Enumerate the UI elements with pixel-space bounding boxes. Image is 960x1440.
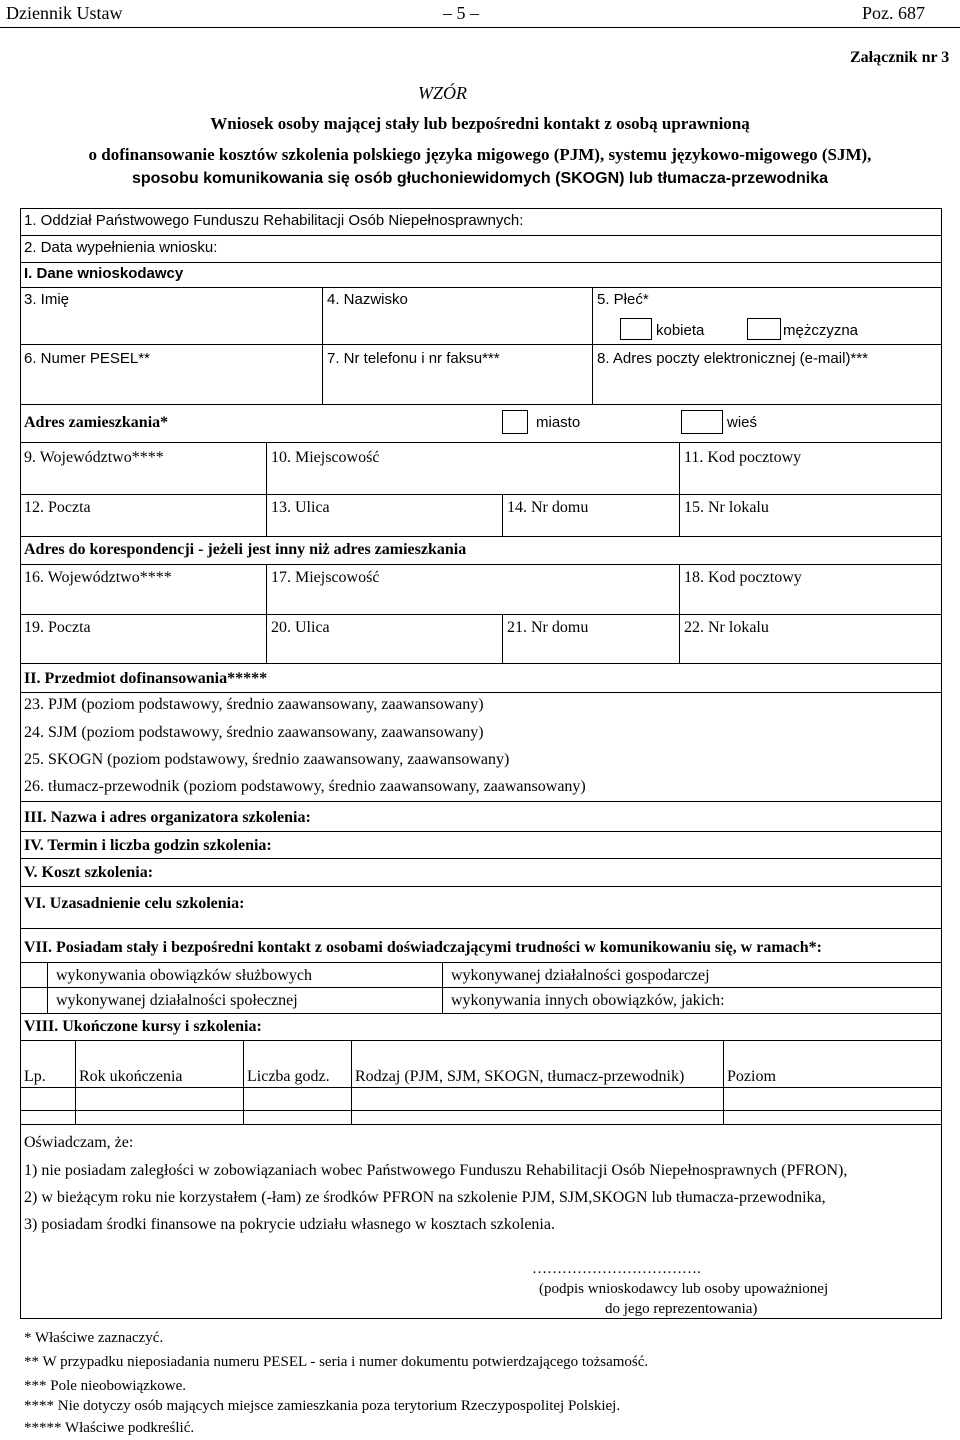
col-line (47, 962, 48, 1013)
field-8-label[interactable]: 8. Adres poczty elektronicznej (e-mail)*** (597, 350, 868, 367)
field-16-label[interactable]: 16. Województwo**** (24, 569, 172, 586)
field-6-label[interactable]: 6. Numer PESEL** (24, 350, 150, 367)
field-25-label[interactable]: 25. SKOGN (poziom podstawowy, średnio zaawansowany, zaawansowany) (24, 751, 510, 768)
field-26-label[interactable]: 26. tłumacz-przewodnik (poziom podstawowy, średnio zaawansowany, zaawansowany) (24, 778, 586, 795)
field-17-label[interactable]: 17. Miejscowość (271, 569, 380, 586)
th-lp: Lp. (24, 1068, 46, 1085)
row-line (20, 1040, 942, 1041)
section-vii-heading: VII. Posiadam stały i bezpośredni kontakt z osobami doświadczającymi trudności w komunikowaniu się, w ramach*: (24, 939, 822, 956)
th-rok: Rok ukończenia (79, 1068, 183, 1085)
section-ii-heading: II. Przedmiot dofinansowania***** (24, 670, 268, 687)
row-line (20, 536, 942, 537)
form-title-line-2: o dofinansowanie kosztów szkolenia polskiego języka migowego (PJM), systemu językowo-migowego (SJM), (88, 145, 872, 164)
row-line (20, 1124, 942, 1125)
row-line (20, 928, 942, 929)
miasto-label: miasto (536, 414, 581, 431)
section-v-heading[interactable]: V. Koszt szkolenia: (24, 864, 154, 881)
journal-title: Dziennik Ustaw (6, 3, 123, 23)
row-line (20, 442, 942, 443)
signature-caption-2: do jego reprezentowania) (605, 1301, 758, 1317)
col-line (266, 442, 267, 536)
field-21-label[interactable]: 21. Nr domu (507, 619, 589, 636)
signature-caption-1: (podpis wnioskodawcy lub osoby upoważnionej (539, 1281, 829, 1297)
col-line (502, 614, 503, 663)
option-inne[interactable]: wykonywania innych obowiązków, jakich: (451, 992, 725, 1009)
option-sluzbowe[interactable]: wykonywania obowiązków służbowych (56, 967, 312, 984)
field-12-label[interactable]: 12. Poczta (24, 499, 91, 516)
footnote-4: **** Nie dotyczy osób mających miejsce zamieszkania poza terytorium Rzeczypospolitej Polskiej. (24, 1398, 621, 1414)
form-border-top (20, 208, 942, 209)
footnote-5: ***** Właściwe podkreślić. (24, 1420, 195, 1436)
statement-2: 2) w bieżącym roku nie korzystałem (-łam) ze środków PFRON na szkolenie PJM, SJM,SKOGN lub tłumacza-przewodnika, (24, 1189, 826, 1206)
field-24-label[interactable]: 24. SJM (poziom podstawowy, średnio zaawansowany, zaawansowany) (24, 724, 484, 741)
th-poziom: Poziom (727, 1068, 776, 1085)
col-line (442, 962, 443, 1013)
field-22-label[interactable]: 22. Nr lokalu (684, 619, 769, 636)
option-spoleczna[interactable]: wykonywanej działalności społecznej (56, 992, 298, 1009)
section-i-heading: I. Dane wnioskodawcy (24, 265, 184, 282)
adres-zamieszkania-heading: Adres zamieszkania* (24, 414, 169, 431)
field-5-label: 5. Płeć* (597, 291, 649, 308)
field-1-label[interactable]: 1. Oddział Państwowego Funduszu Rehabilitacji Osób Niepełnosprawnych: (24, 212, 524, 229)
row-line (20, 564, 942, 565)
field-18-label[interactable]: 18. Kod pocztowy (684, 569, 802, 586)
row-line (20, 858, 942, 859)
col-line (243, 1040, 244, 1124)
row-line (20, 692, 942, 693)
col-line (266, 564, 267, 663)
col-line (322, 287, 323, 404)
row-line (20, 801, 942, 802)
section-vi-heading[interactable]: VI. Uzasadnienie celu szkolenia: (24, 895, 245, 912)
checkbox-mezczyzna[interactable] (747, 318, 781, 340)
row-line (20, 262, 942, 263)
wies-label: wieś (727, 414, 758, 431)
form-title-line-1: Wniosek osoby mającej stały lub bezpośredni kontakt z osobą uprawnioną (210, 114, 750, 133)
row-line (20, 962, 942, 963)
row-line (20, 235, 942, 236)
statement-1: 1) nie posiadam zaległości w zobowiązaniach wobec Państwowego Funduszu Rehabilitacji Osób Niepełnosprawnych (PFRON), (24, 1162, 848, 1179)
row-line (20, 1013, 942, 1014)
row-line (20, 1087, 942, 1088)
checkbox-wies[interactable] (681, 410, 723, 434)
row-line (20, 344, 942, 345)
checkbox-kobieta[interactable] (620, 318, 652, 340)
field-13-label[interactable]: 13. Ulica (271, 499, 330, 516)
field-20-label[interactable]: 20. Ulica (271, 619, 330, 636)
col-line (592, 287, 593, 404)
field-11-label[interactable]: 11. Kod pocztowy (684, 449, 802, 466)
page-number: – 5 – (443, 3, 479, 23)
col-line (723, 1040, 724, 1124)
position-number: Poz. 687 (862, 3, 925, 23)
section-viii-heading: VIII. Ukończone kursy i szkolenia: (24, 1018, 262, 1035)
col-line (75, 1040, 76, 1124)
field-9-label[interactable]: 9. Województwo**** (24, 449, 164, 466)
signature-line[interactable]: ……………………………. (532, 1261, 701, 1277)
col-line (502, 494, 503, 536)
field-14-label[interactable]: 14. Nr domu (507, 499, 589, 516)
row-line (20, 663, 942, 664)
footnote-2: ** W przypadku nieposiadania numeru PESEL - seria i numer dokumentu potwierdzającego tożsamość. (24, 1354, 649, 1370)
header-rule (0, 27, 960, 28)
row-line (20, 287, 942, 288)
field-3-label[interactable]: 3. Imię (24, 291, 70, 308)
field-2-label[interactable]: 2. Data wypełnienia wniosku: (24, 239, 218, 256)
th-liczba-godz: Liczba godz. (247, 1068, 330, 1085)
form-border-right (941, 208, 942, 1318)
row-line (20, 494, 942, 495)
row-line (20, 831, 942, 832)
annex-label: Załącznik nr 3 (850, 49, 950, 66)
col-line (679, 564, 680, 663)
footnote-3: *** Pole nieobowiązkowe. (24, 1378, 187, 1394)
kobieta-label: kobieta (656, 322, 705, 339)
section-iii-heading[interactable]: III. Nazwa i adres organizatora szkolenia: (24, 809, 311, 826)
form-border-bottom (20, 1318, 942, 1319)
statement-3: 3) posiadam środki finansowe na pokrycie udziału własnego w kosztach szkolenia. (24, 1216, 555, 1233)
option-gospodarcza[interactable]: wykonywanej działalności gospodarczej (451, 967, 710, 984)
form-border-left (20, 208, 21, 1318)
oswiadczam-heading: Oświadczam, że: (24, 1134, 134, 1151)
checkbox-miasto[interactable] (502, 410, 528, 434)
row-line (20, 614, 942, 615)
korespondencja-heading: Adres do korespondencji - jeżeli jest inny niż adres zamieszkania (24, 541, 467, 558)
row-line (20, 404, 942, 405)
footnote-1: * Właściwe zaznaczyć. (24, 1330, 164, 1346)
field-7-label[interactable]: 7. Nr telefonu i nr faksu*** (327, 350, 500, 367)
row-line (20, 1110, 942, 1111)
col-line (351, 1040, 352, 1124)
row-line (20, 886, 942, 887)
field-15-label[interactable]: 15. Nr lokalu (684, 499, 769, 516)
wzor-label: WZÓR (418, 83, 467, 103)
section-iv-heading[interactable]: IV. Termin i liczba godzin szkolenia: (24, 837, 272, 854)
field-19-label[interactable]: 19. Poczta (24, 619, 91, 636)
field-23-label[interactable]: 23. PJM (poziom podstawowy, średnio zaawansowany, zaawansowany) (24, 696, 484, 713)
form-title-line-3: sposobu komunikowania się osób głuchoniewidomych (SKOGN) lub tłumacza-przewodnika (131, 170, 829, 187)
row-line (20, 987, 942, 988)
field-10-label[interactable]: 10. Miejscowość (271, 449, 380, 466)
th-rodzaj: Rodzaj (PJM, SJM, SKOGN, tłumacz-przewodnik) (355, 1068, 685, 1085)
col-line (679, 442, 680, 536)
field-4-label[interactable]: 4. Nazwisko (327, 291, 408, 308)
mezczyzna-label: mężczyzna (783, 322, 859, 339)
